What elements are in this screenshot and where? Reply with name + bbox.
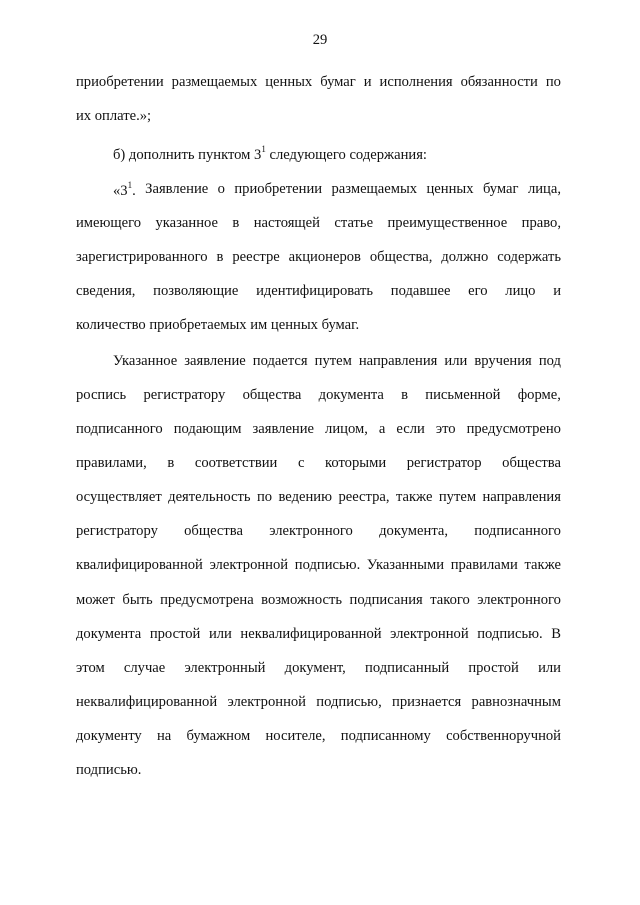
word: в <box>216 249 224 265</box>
word: в <box>167 455 175 471</box>
word: случае <box>123 660 166 676</box>
word: электронный <box>184 660 266 676</box>
superscript: 1 <box>127 180 133 190</box>
word: регистратору <box>76 523 158 539</box>
word: подписью. <box>294 557 361 573</box>
word: носителе, <box>265 728 326 744</box>
word: на <box>156 728 172 744</box>
text-line: их оплате.»; <box>76 108 152 124</box>
word: может <box>76 592 115 608</box>
word: электронной <box>390 626 469 642</box>
word: Заявление <box>145 181 209 197</box>
text-line <box>76 728 561 745</box>
word: размещаемых <box>171 74 258 90</box>
word: электронной <box>227 694 306 710</box>
word: путем <box>314 353 352 369</box>
word: в <box>401 387 409 403</box>
word: подписанному <box>340 728 431 744</box>
word: это <box>435 421 456 437</box>
text-line <box>76 489 561 506</box>
word: также <box>395 489 433 505</box>
text-line <box>76 387 561 404</box>
word: В <box>551 626 561 642</box>
text-line: количество приобретаемых им ценных бумаг. <box>76 317 360 333</box>
word: общества <box>242 387 302 403</box>
word: предусмотрено <box>466 421 561 437</box>
word-part: «3 <box>113 182 128 199</box>
word: настоящей <box>253 215 320 231</box>
word: электронного <box>269 523 353 539</box>
word: приобретении <box>234 181 323 197</box>
text-line <box>76 626 561 643</box>
word: подписью. <box>477 626 543 642</box>
word-part: . <box>132 182 136 199</box>
word: документ, <box>284 660 346 676</box>
word: документа <box>76 626 142 642</box>
word: направления <box>358 353 438 369</box>
word: сведения, <box>76 283 136 299</box>
text-line <box>76 421 561 438</box>
word: собственноручной <box>446 728 561 744</box>
word: признается <box>392 694 462 710</box>
word: или <box>444 353 468 369</box>
word: заявление <box>252 421 315 437</box>
word: неквалифицированной <box>76 694 218 710</box>
text-span: следующего содержания: <box>265 146 427 163</box>
text-line <box>76 283 561 300</box>
word <box>113 181 136 200</box>
word: подписанного <box>76 421 163 437</box>
text-line <box>76 557 561 574</box>
word: письменной <box>425 387 501 403</box>
word: возможность <box>261 592 343 608</box>
word: ценных <box>265 74 313 90</box>
word: квалифицированной <box>76 557 203 573</box>
word: обязанности <box>460 74 538 90</box>
word: акционеров <box>288 249 361 265</box>
word: подающим <box>173 421 242 437</box>
word: или <box>208 626 232 642</box>
superscript: 1 <box>261 144 266 154</box>
word: и <box>553 283 561 299</box>
word: Указанное <box>113 353 178 369</box>
word: такого <box>430 592 470 608</box>
word: должно <box>441 249 489 265</box>
word: равнозначным <box>471 694 561 710</box>
word: деятельность <box>168 489 251 505</box>
word: лица, <box>527 181 561 197</box>
word: простой <box>468 660 519 676</box>
text-line <box>76 74 561 91</box>
word: регистратору <box>143 387 226 403</box>
text-line <box>113 353 561 370</box>
word: с <box>297 455 305 471</box>
text-line <box>76 592 561 609</box>
page-number: 29 <box>312 32 328 48</box>
word: лицо <box>505 283 536 299</box>
word: общества, <box>369 249 433 265</box>
text-line <box>76 455 561 472</box>
word: предусмотрена <box>160 592 254 608</box>
word: и <box>363 74 372 90</box>
text-line <box>76 215 561 232</box>
word: содержать <box>497 249 561 265</box>
word: имеющего <box>76 215 142 231</box>
word: которыми <box>325 455 387 471</box>
word: форме, <box>517 387 561 403</box>
word: его <box>468 283 488 299</box>
word: направления <box>482 489 561 505</box>
word: ведению <box>278 489 333 505</box>
word: право, <box>521 215 561 231</box>
word: роспись <box>76 387 127 403</box>
text-line <box>76 523 561 540</box>
word: путем <box>438 489 477 505</box>
word: подписанный <box>365 660 450 676</box>
word: соответствии <box>194 455 278 471</box>
word: быть <box>122 592 153 608</box>
word: приобретении <box>76 74 164 90</box>
word: лицом, <box>325 421 368 437</box>
word: о <box>217 181 225 197</box>
text-line <box>113 145 427 164</box>
word: подавшее <box>390 283 451 299</box>
word: бумажном <box>186 728 251 744</box>
text-line <box>113 181 561 200</box>
text-line: подписью. <box>76 762 142 778</box>
word: подписанного <box>474 523 561 539</box>
word: бумаг <box>320 74 356 90</box>
text-line <box>76 660 561 677</box>
word: или <box>538 660 561 676</box>
word: исполнения <box>379 74 453 90</box>
word: этом <box>76 660 105 676</box>
word: зарегистрированного <box>76 249 208 265</box>
word: осуществляет <box>76 489 162 505</box>
word: преимущественное <box>387 215 508 231</box>
word: вручения <box>474 353 532 369</box>
word: общества <box>502 455 561 471</box>
word: бумаг <box>482 181 519 197</box>
word: подается <box>252 353 308 369</box>
word: подписания <box>349 592 423 608</box>
word: документа <box>318 387 384 403</box>
word: регистратор <box>406 455 482 471</box>
word: неквалифицированной <box>240 626 382 642</box>
word: реестре <box>232 249 280 265</box>
word: электронного <box>477 592 561 608</box>
word: правилами, <box>76 455 147 471</box>
word: электронной <box>209 557 289 573</box>
word: указанное <box>155 215 218 231</box>
word: статье <box>334 215 374 231</box>
word: документа, <box>379 523 449 539</box>
word: подписью, <box>316 694 382 710</box>
word: также <box>524 557 561 573</box>
word: в <box>232 215 240 231</box>
word: по <box>545 74 561 90</box>
word: под <box>538 353 561 369</box>
word: позволяющие <box>153 283 239 299</box>
word: общества <box>184 523 243 539</box>
text-line <box>76 694 561 711</box>
word: идентифицировать <box>256 283 374 299</box>
text-span: б) дополнить пунктом 3 <box>113 146 262 163</box>
word: заявление <box>184 353 246 369</box>
word: ценных <box>426 181 474 197</box>
word: Указанными <box>366 557 445 573</box>
word: простой <box>149 626 201 642</box>
word: реестра, <box>338 489 390 505</box>
word: размещаемых <box>331 181 418 197</box>
word: а <box>378 421 386 437</box>
word: правилами <box>450 557 518 573</box>
word: по <box>256 489 273 505</box>
word: документу <box>76 728 142 744</box>
word: если <box>396 421 425 437</box>
text-line <box>76 249 561 266</box>
